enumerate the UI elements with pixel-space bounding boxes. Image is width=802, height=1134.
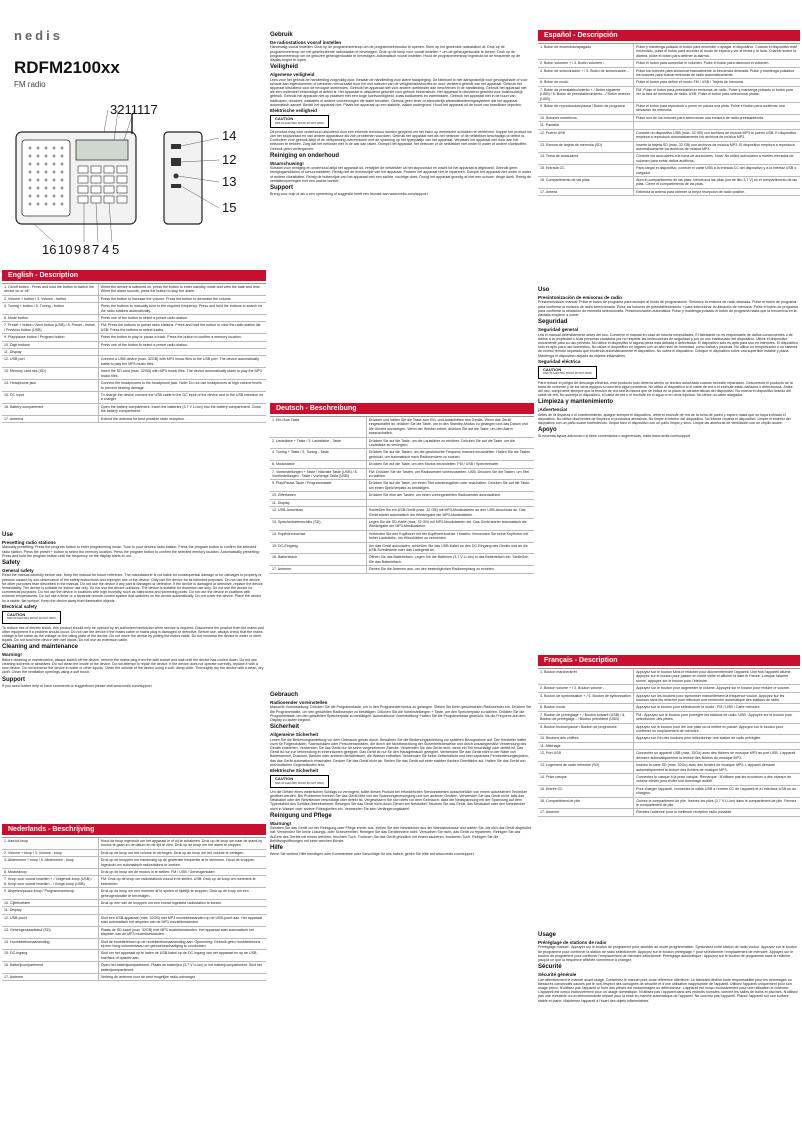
body-text: Dit product mag voor onderhoud uitsluitend door een erkende technicus worden geopend om het risico op elektrische schokken te verkleinen. Koppel het product los van het stopcontact en van andere apparatuur als zich problemen voordoen. Gebruik het apparaat niet als het netsnoer of de netstekker beschadigd of defect is. Controleer voor gebruik altijd of de netspanning overeenkomt met de spanning op het typeplaatje van het apparaat. Verplaats het apparaat niet door aan het netsnoer te trekken. Zorg dat het netsnoer niet in de war kan raken. Dompel het apparaat, het netsnoer of de netstekker niet onder in water of andere vloeistoffen. Gebruik geen verlengsnoer.: [270, 129, 532, 151]
table-row: 6. Bouton mode Appuyez sur le bouton pour sélectionner le mode : FM / USB / Carte mémoire.: [538, 704, 800, 711]
caution-label: CAUTION RISK OF ELECTRIC SHOCK DO NOT OPEN: [538, 366, 597, 378]
table-row: 9. Botón de reproducción/pausa / Botón de programa Pulse el botón para reproducir o poner en pausa una pista. Pulse el botón para confirmar una ubicación de memoria.: [538, 103, 800, 115]
caution-label: CAUTION RISK OF ELECTRIC SHOCK DO NOT OPEN: [2, 611, 61, 623]
callout-14: 14: [222, 128, 237, 143]
body-text: Manually presetting: Press the program button to enter programming mode. Tune to your desired radio station. Press the program button to confirm the selected radio station. Press the preset + button to select the memory location. Press the program button to confirm the selected memory location. Automatically presetting: Press and hold the program button until the frequency on the display starts to run.: [2, 545, 260, 558]
body-text: Para reducir el peligro de descarga eléctrica, este producto solo debería abrirlo un técnico autorizado cuando necesite reparación. Desconecte el producto de la toma de corriente y de los otros equipos si ocurriera algún problema. No utilice el dispositivo si el cable de red o el enchufe están dañados o defectuosos. Antes del uso, compruebe siempre que la tensión de red sea la misma que se indica en la placa de características del dispositivo. No mueva el dispositivo tirando del cable de red. No sumerja el dispositivo, el cable de red o el enchufe en el agua ni en otros líquidos. No utilice un cable alargador.: [538, 380, 793, 398]
deutsch-table: [270, 416, 534, 574]
table-row: 10. Ziffertasten Drücken Sie eine der Tasten, um einen voreingestellten Radiosender auszuwählen.: [270, 492, 534, 499]
table-row: 14. Hoofdtelefoonaansluiting Sluit de hoofdtelefoon op de hoofdtelefoonaansluiting aan. Opmerking: Gebruik geen hoofdtelefoons bij een hoog volumeniveau om gehoorbeschadiging te voorkomen.: [2, 939, 266, 951]
table-row: 2. Botón volumen + / 3. Botón volumen - Pulse el botón para aumentar el volumen. Pulse el botón para disminuir el volumen.: [538, 60, 800, 67]
body-text: Read the manual carefully before use. Keep the manual for future reference. The manufacturer is not liable for consequential damage or for damages to property or persons caused by non-observance of the safety instructions and improper use of the device. Only use the device for its intended purposes. Do not use the device for other purposes than described in the manual. Do not use the device if any part is damaged or defective. If the device is damaged or defective, replace the device immediately. The device is suitable for indoor use only. Do not use the device outdoors. The device is suitable for domestic use only. Do not use the device for commercial purposes. Do not use the device in locations with high humidity, such as bathrooms and swimming pools. Do not use the device in locations with extreme temperatures. Do not use a timer or a separate remote-control system that switches on the device automatically. Do not cover the device. Place the device on a stable, flat surface. Keep the device away from flammable objects.: [2, 573, 263, 603]
table-row: 6. Mode button Press one of the button to select a preset radio station.: [2, 315, 266, 322]
subsection-heading: Algemene veiligheid: [270, 72, 315, 78]
table-row: 17. Antenne Étendez l'antenne pour la meilleure réception radio possible.: [538, 809, 800, 816]
table-row: 6. Modustaste Drücken Sie auf die Taste, um den Modus einzustellen: FM / USB / Speicherkarte.: [270, 461, 534, 468]
table-row: 14. Toma de auriculares Conecte los auriculares a la toma de auriculares. Nota: No utilice auriculares a niveles elevados de volumen para evitar daños auditivos.: [538, 153, 800, 165]
table-row: 7. Botón de preestablecimiento + / Botón siguiente (USB) / 8. Botón de preestablecimiento - / Botón anterior (USB) FM: Pulse el botón para preestablecer emisoras de radio. Pulse y mantenga pulsado el botón para ver la lista de emisoras de radio. USB: Pulse el botón para seleccionar pistas.: [538, 87, 800, 103]
table-row: 4. Bouton de syntonisation + / 5. Bouton de syntonisation - Appuyez sur les boutons pour syntoniser manuellement la fréquence voulue. Appuyez sur les boutons sans les relâcher pour effectuer une recherche automatique des stations de radio.: [538, 693, 800, 705]
section-heading: Sicherheit: [270, 724, 300, 731]
body-text: Schalten Sie das Gerät vor der Reinigung oder Pflege immer aus, ziehen Sie den Netzstecker aus der Wandsteckdose und warten Sie, bis sich das Gerät abgekühlt hat. Verwenden Sie keine Lösungs- oder Scheuermittel. Reinigen Sie das Geräteinnere nicht. Versuchen Sie nicht, das Gerät zu reparieren. Reinigen Sie das Äußere des Geräts mit einem weichen, feuchten Tuch. Trocknen Sie das Gerät gründlich mit einem sauberen, trockenen Tuch. Reinigen Sie die Belüftungsöffnungen mit einer weichen Bürste.: [270, 826, 531, 843]
callout-15: 15: [222, 200, 237, 215]
table-row: 17. Antenna Extend the antenna for best possible radio reception.: [2, 416, 266, 423]
callout-7: 7: [92, 242, 100, 257]
table-row: 13. Geheugenkaartsleuf (SD) Plaats de SD-kaart (max. 32GB) met MP3 muziekbestanden. Het apparaat start automatisch het afspelen van de MP3 muziekbestanden.: [2, 927, 266, 939]
callout-13: 13: [222, 174, 237, 189]
body-text: Wenn Sie weitere Hilfe benötigen oder Kommentare oder Vorschläge für uns haben, gehen Sie bitte auf www.nedis.com/support: [270, 852, 474, 857]
table-row: 7. Knop voor vooraf instellen + / Volgende-knop (USB) / 8. Knop voor vooraf instellen - / Vorige-knop (USB) FM: Druk op de knop om radiostations vooraf in te stellen. USB: Druk op de knop om nummers te selecteren.: [2, 876, 266, 888]
section-heading: Cleaning and maintenance: [2, 644, 79, 651]
table-row: 15. DC input To charge the device connect the USB cable to the DC input of the device and to the USB interface on a charger.: [2, 392, 266, 404]
table-row: 12. USB port Connect a USB device (max. 32GB) with MP3 music files to the USB port. The device automatically starts to play the MP3 music files.: [2, 356, 266, 368]
body-text: Lire attentivement le manuel avant usage. Conservez le manuel pour toute référence ultérieure. Le fabricant décline toute responsabilité pour les dommages ou blessures consécutifs causés par le non-respect des consignes de sécurité et d'une utilisation inappropriée de l'appareil. Utilisez l'appareil uniquement pour son usage prévu. N'utilisez pas l'appareil si l'une des pièces est endommagée ou défectueuse. L'appareil est conçu exclusivement pour une utilisation en intérieur. L'appareil est conçu exclusivement pour un usage domestique. N'utilisez pas l'appareil dans des endroits humides, comme les salles de bains et piscines. N'utilisez pas une minuterie ou un télécommande séparé pour la mise en marche automatique de l'appareil. Ne couvrez pas l'appareil. Placez l'appareil sur une surface stable et plane. Maintenez l'appareil à l'écart des objets inflammables.: [538, 977, 798, 1003]
callout-16: 16: [42, 242, 57, 257]
section-heading: Use: [2, 532, 14, 538]
table-row: 15. DC-Eingang Um das Gerät aufzuladen, schließen Sie das USB-Kabel an den DC-Eingang des Geräts und an die USB-Schnittstelle oder das Ladegerät an.: [270, 543, 534, 555]
table-row: 11. Display: [2, 349, 266, 356]
table-row: 16. Compartiment de pile Ouvrez le compartiment de pile. Insérez les piles (3,7 V Li-ion) dans le compartiment de pile. Fermez le compartiment de pile.: [538, 798, 800, 810]
subsection-heading: Electrical safety: [2, 603, 37, 609]
table-row: 1. Ein-/Aus-Taste Drücken und halten Sie die Taste zum Ein- und Ausschalten des Geräts. Wenn das Gerät eingeschaltet ist, drücken Sie die Taste, um in den Standby-Modus zu gelangen und das Datum und die Uhrzeit anzuzeigen. Wenn der Wecker ertönt, drücken Sie auf die Taste, um den Alarm auszuschalten.: [270, 417, 534, 438]
callout-5: 5: [112, 242, 120, 257]
table-row: 15. Entrada CC Para cargar el dispositivo, conecte el cable USB a la entrada CC del dispositivo y a la interfaz USB o cargador.: [538, 165, 800, 177]
subsection-heading: Allgemeine Sicherheit: [270, 732, 318, 738]
body-text: Si necesita ayuda adicional o si tiene comentarios o sugerencias, visite www.nedis.com/support: [538, 434, 691, 439]
body-text: If you need further help or have comments or suggestions please visit www.nedis.com/support: [2, 683, 152, 688]
body-text: Lees voor het gebruik de handleiding zorgvuldig door. Bewaar de handleiding voor latere raadpleging. De fabrikant is niet aansprakelijk voor gevolgschade of voor schade aan eigendommen of personen veroorzaakt door het niet naleven van de veiligheidsinstructies en door verkeerd gebruik van het apparaat. Gebruik het apparaat uitsluitend voor de beoogde doeleinden. Gebruik het apparaat niet voor andere doeleinden dan beschreven in de handleiding. Gebruik het apparaat niet als een onderdeel beschadigd of defect is. Het apparaat is uitsluitend geschikt voor gebruik binnenshuis. Het apparaat is uitsluitend geschikt voor huishoudelijk gebruik. Gebruik het apparaat niet op plaatsen met een hoge luchtvochtigheid, zoals badkamers en zwembaden. Gebruik het apparaat niet in de buurt van badkuipen, douches, wastafels of andere voorzieningen die water bevatten. Gebruik geen timer of afzonderlijk afstandsbedieningssysteem dat het apparaat automatisch aanzet. Bedek het apparaat niet. Plaats het apparaat op een stabiele, vlakke ondergrond. Houd het apparaat uit de buurt van brandbare objecten.: [270, 77, 528, 107]
table-row: 16. Batterijcompartiment Open het batterijcompartiment. Plaats de batterijen (3.7 V Li-ion) in het batterijcompartiment. Sluit het batterijcompartiment.: [2, 962, 266, 974]
body-text: Before cleaning or maintenance, always switch off the device, remove the mains plug from the wall socket and wait until the device has cooled down. Do not use cleaning solvents or abrasives. Do not clean the inside of the device. Do not attempt to repair the device. If the device does not operate correctly, replace it with a new device. Do not immerse the device in water or other liquids. Clean the outside of the device using a soft, damp cloth. Thoroughly dry the device with a clean, dry cloth. Clean the ventilation openings using a soft brush.: [2, 657, 264, 675]
callout-4: 4: [102, 242, 110, 257]
section-heading: Seguridad: [538, 319, 568, 326]
subsection-heading: Warnung!: [270, 820, 292, 826]
subsection-heading: Sécurité générale: [538, 972, 577, 978]
section-heading: Safety: [2, 560, 21, 567]
espanol-header: Español - Descripción: [538, 30, 800, 41]
table-row: 13. Logement de carte mémoire (SD) Insérez la carte SD (max. 32Go) avec des fichiers de musique MP3. L'appareil démarre automatiquement la lecture des fichiers de musique MP3.: [538, 762, 800, 774]
francais-use-block: [538, 930, 798, 1003]
section-heading: Uso: [538, 287, 550, 293]
body-text: Um die Gefahr eines elektrischen Schlags zu verringern, sollte dieses Produkt bei erforderlichen Servicearbeiten ausschließlich von einem autorisierten Techniker geöffnet werden. Bei Problemen trennen Sie das Gerät bitte von der Spannungsversorgung und von anderen Geräten. Verwenden Sie das Gerät nicht, falls das Netzkabel oder der Netzstecker beschädigt oder defekt ist. Vergewissern Sie sich stets vor dem Gebrauch, dass die Netzspannung mit der Spannung auf dem Typenschild des Gerätes übereinstimmt. Bewegen Sie das Gerät nicht durch Ziehen am Netzkabel. Tauchen Sie das Gerät, das Netzkabel oder den Netzstecker nicht in Wasser oder andere Flüssigkeiten ein. Verwenden Sie kein Verlängerungskabel.: [270, 789, 528, 811]
table-row: 10. Cijfertoetsen Druk op een van de knoppen om een vooraf ingesteld radiostation te kiezen.: [2, 900, 266, 907]
table-row: 2. Volume + button / 3. Volume - button Press the button to increase the volume. Press the button to decrease the volume.: [2, 296, 266, 303]
callout-top: 3211117: [110, 102, 158, 117]
section-heading: Apoyo: [538, 427, 557, 434]
espanol-use-block: [538, 285, 798, 439]
nedis-logo: nedis: [14, 28, 63, 43]
subsection-heading: Elektrische veiligheid: [270, 108, 317, 114]
device-illustration: [14, 102, 249, 260]
callout-8: 8: [83, 242, 91, 257]
gebrauch-block: [270, 690, 532, 856]
espanol-table: [538, 43, 800, 196]
body-text: Breng voor hulp of als u een opmerking of suggestie heeft een bezoek aan www.nedis.com/support: [270, 192, 428, 197]
subsection-heading: Presintonización de emisoras de radio: [538, 295, 622, 300]
section-heading: Reiniging en onderhoud: [270, 152, 339, 159]
table-row: 14. Kopfhörerbuchse Verbinden Sie den Kopfhörer mit der Kopfhörerbuchse. Hinweis: Verwenden Sie keine Kopfhörer mit hoher Lautstärke, um Hörschäden zu vermeiden.: [270, 531, 534, 543]
table-row: 2. Volume + knop / 3. Volume - knop Druk op de knop om het volume te verhogen. Druk op de knop om het volume te verlagen.: [2, 850, 266, 857]
subsection-heading: De radiostations vooraf instellen: [270, 40, 342, 45]
body-text: Antes de la limpieza o el mantenimiento, apague siempre el dispositivo, retire el enchufe de red de la toma de pared y espere hasta que se haya enfriado el dispositivo. No utilice disolventes de limpieza ni productos abrasivos. No limpie el interior del dispositivo. No intente reparar el dispositivo. Limpie el exterior del dispositivo con un paño suave humedecido. Seque bien el dispositivo con un paño limpio y seco. Limpie las aberturas de ventilación con un cepillo suave.: [538, 412, 791, 426]
page-title: RDFM2100xx: [14, 58, 120, 77]
table-row: 2. Bouton volume + / 3. Bouton volume - Appuyez sur le bouton pour augmenter le volume. Appuyez sur le bouton pour réduire le volume.: [538, 685, 800, 692]
table-row: 10. Boutons des chiffres Appuyez sur l'un des boutons pour sélectionner une station de radio préréglée.: [538, 735, 800, 742]
table-row: 4. Tuning + button / 5. Tuning - button Press the buttons to manually tune to the required frequency. Press and hold the buttons to search for the radio stations automatically.: [2, 303, 266, 315]
table-row: 11. Pantalla: [538, 122, 800, 129]
table-row: 16. Battery compartment Open the battery compartment. Insert the batteries (3.7 V Li-ion) into the battery compartment. Close the battery compartment.: [2, 404, 266, 416]
subsection-heading: Préréglage de stations de radio: [538, 940, 607, 945]
callout-9: 9: [74, 242, 82, 257]
table-row: 16. Batteriefach Öffnen Sie das Batteriefach. Legen Sie die Batterien (3,7 V Li-Ion) in das Batteriefach ein. Schließen Sie das Batteriefach.: [270, 554, 534, 566]
section-heading: Support: [2, 676, 25, 683]
table-row: 7. Voreinstellungen + Taste / Nächste Taste (USB) / 8. Voreinstellungen - Taste / Vorherige Taste (USB) FM: Drücken Sie die Tasten, um Radiosender voreinzustellen. USB: Drücken Sie die Tasten, um Titel zu wählen.: [270, 469, 534, 481]
deutsch-header: Deutsch - Beschreibung: [270, 403, 534, 414]
english-table: [2, 283, 266, 423]
section-heading: Usage: [538, 932, 557, 938]
table-row: 14. Prise casque Connectez le casque à la prise casque. Remarque : N'utilisez pas les écouteurs à des niveaux de volume élevés pour éviter tout dommage auditif.: [538, 774, 800, 786]
section-heading: Gebrauch: [270, 692, 299, 698]
subsection-heading: Radiosender voreinstellen: [270, 700, 328, 705]
caution-label: CAUTION RISK OF ELECTRIC SHOCK DO NOT OPEN: [270, 115, 329, 127]
caution-label: CAUTION RISK OF ELECTRIC SHOCK DO NOT OPEN: [270, 775, 329, 787]
gebruik-block: [270, 30, 532, 196]
table-row: 12. Puerto USB Conecte un dispositivo USB (máx. 32 GB) con archivos de música MP3 al puerto USB. El dispositivo empieza a reproducir automáticamente los archivos de música MP3.: [538, 130, 800, 142]
section-heading: Limpieza y mantenimiento: [538, 399, 614, 406]
section-heading: Gebruik: [270, 32, 293, 38]
table-row: 12. USB-poort Sluit een USB-apparaat (max. 32GB) met MP3 muziekbestanden op de USB-poort aan. Het apparaat start automatisch het afspelen van de MP3 muziekbestanden.: [2, 915, 266, 927]
body-text: Manuelle Voreinstellung: Drücken Sie die Programmtaste, um in den Programmiermodus zu gelangen. Stellen Sie Ihren gewünschten Radiosender ein. Drücken Sie die Programmtaste, um den gewählten Radiosender zu bestätigen. Drücken Sie die Voreinstellungen + Taste, um den Speicherplatz zu wählen. Drücken Sie die Programmtaste, um den gewählten Speicherplatz zu bestätigen. Automatische Voreinstellung: Halten Sie die Programmtaste gedrückt, bis die Frequenz auf dem Display zu laufen beginnt.: [270, 705, 532, 723]
table-row: 17. Antenne Ziehen Sie die Antenne aus, um den bestmöglichen Radioempfang zu erzielen.: [270, 566, 534, 573]
callout-12: 12: [222, 152, 237, 167]
table-row: 6. Botón de modo Pulse el botón para definir el modo: FM / USB / Tarjeta de memoria.: [538, 79, 800, 86]
table-row: 12. USB-Anschluss Schließen Sie ein USB-Gerät (max. 32 GB) mit MP3-Musikdateien an den USB-Anschluss an. Das Gerät startet automatisch die Wiedergabe der MP3-Musikdateien.: [270, 507, 534, 519]
subsection-heading: Presetting radio stations: [2, 540, 56, 545]
body-text: Lesen Sie die Bedienungsanleitung vor dem Gebrauch genau durch. Bewahren Sie die Bedienungsanleitung zur späteren Bezugnahme auf. Der Hersteller haftet nicht für Folgeschäden, Sachschäden oder Personenschäden, die durch die Nichtbeachtung der Sicherheitshinweise und durch unsachgemäße Verwendung des Geräts entstehen. Verwenden Sie das Gerät nur für seine vorgesehenen Zwecke. Verwenden Sie das Gerät nicht, wenn ein Teil beschädigt oder defekt ist. Das Gerät ist nur zur Verwendung in Innenräumen geeignet. Das Gerät ist nur für den Hausgebrauch geeignet. Verwenden Sie das Gerät nicht in der Nähe von Badewannen, Duschen, Becken oder anderen Behältnissen, die Wasser enthalten. Verwenden Sie keine Zeitschaltuhr und kein separates Fernbedienungssystem, das das Gerät automatisch einschaltet. Decken Sie das Gerät nicht ab. Stellen Sie das Gerät auf einer stabilen flachen Oberfläche auf. Halten Sie das Gerät von entzündlichen Gegenständen fern.: [270, 737, 529, 767]
callout-10: 10: [58, 242, 73, 257]
table-row: 9. Bouton lecture/pause / Bouton de programme Appuyez sur le bouton pour lire une piste ou la mettre en pause. Appuyez sur le bouton pour confirmer un emplacement de mémoire.: [538, 724, 800, 736]
table-row: 12. Port USB Connectez un appareil USB (max. 32Go) avec des fichiers de musique MP3 au port USB. L'appareil démarre automatiquement la lecture des fichiers de musique MP3.: [538, 750, 800, 762]
table-row: 9. Play/Pause-Taste / Programmtaste Drücken Sie auf die Taste, um einen Titel wiederzugeben oder anzuhalten. Drücken Sie auf die Taste, um einen Speicherplatz zu bestätigen.: [270, 480, 534, 492]
table-row: 7. Preset + button / Next button (USB) / 8. Preset - button / Previous button (USB) FM: Press the buttons to preset radio stations. Press and hold the button to view the radio station list. USB: Press the buttons to select tracks.: [2, 322, 266, 334]
section-heading: Hilfe: [270, 845, 284, 852]
nederlands-header: Nederlands - Beschrijving: [2, 824, 266, 835]
table-row: 10. Botones numéricos Pulse uno de los botones para seleccionar una emisora de radio preestablecida.: [538, 115, 800, 122]
body-text: Handmatig vooraf instellen: Druk op de programmeerknop om de programmeermodus te openen. Stem op het gewenste radiostation af. Druk op de programmeerknop om het geselecteerde radiostation te bevestigen. Druk op de knop voor vooraf instellen + om de geheugenlocatie te kiezen. Druk op de programmeerknop om de gekozen geheugenlocatie te bevestigen. Automatisch vooraf instellen: Houd de programmeerknop ingedrukt tot de frequentie op de display begint te lopen.: [270, 45, 521, 63]
subsection-heading: Waarschuwing!: [270, 160, 304, 166]
subsection-heading: Warning!: [2, 652, 22, 658]
table-row: 1. Aan/uit-knop Houd de knop ingedrukt om het apparaat in of uit te schakelen. Druk op de knop om naar de stand-by modus te gaan en de datum en de tijd te zien. Druk op de knop om het alarm te stoppen.: [2, 838, 266, 850]
table-row: 7. Bouton de préréglage + / Bouton suivant (USB) / 8. Bouton de préréglage - / Bouton précédent (USB) FM : Appuyez sur le bouton pour prérégler les stations de radio. USB : Appuyez sur le bouton pour sélectionner des pistes.: [538, 712, 800, 724]
body-text: To reduce risk of electric shock, this product should only be opened by an authorized technician when service is required. Disconnect the product from the mains and other equipment if a problem should occur. Do not use the device if the mains cable or mains plug is damaged or defective. Before use, always check that the mains voltage is the same as the voltage on the rating plate of the device. Do not move the device by pulling the mains cable. Do not immerse the device in water or other liquids. Do not touch the device with wet hands. Do not use an extension cable.: [2, 625, 264, 643]
table-row: 17. Antenne Verleng de antenne voor de best mogelijke radio-ontvangst.: [2, 974, 266, 981]
english-use-block: [2, 530, 264, 688]
body-text: Préréglage manuel : Appuyez sur le bouton de programme pour accéder au mode programmation. Syntonisez votre station de radio voulue. Appuyez sur le bouton de programme pour confirmer la station de radio sélectionnée. Appuyez sur le bouton préréglage + pour sélectionner l'emplacement de mémoire. Appuyez sur le bouton de programme pour confirmer l'emplacement de mémoire sélectionné. Préréglage automatique : Appuyez sur le bouton de programme sans le relâcher jusqu'à ce que la fréquence affichée commence à changer.: [538, 945, 797, 963]
subsection-heading: General safety: [2, 568, 34, 574]
francais-header: Français - Description: [538, 655, 800, 666]
table-row: 1. Bouton marche/arrêt Appuyez sur le bouton sans le relâcher pour allumer/éteindre l'appareil. Une fois l'appareil allumé, appuyez sur le bouton pour passer en mode veille et afficher la date et l'heure. Lorsque l'alarme sonne, appuyez sur le bouton pour l'éteindre.: [538, 669, 800, 685]
table-row: 9. Play/pause button / Program button Press the button to play or pause a track. Press the button to confirm a memory location.: [2, 334, 266, 341]
table-row: 6. Modusknop Druk op de knop om de modus in te stellen: FM / USB / Geheugenkaart.: [2, 869, 266, 876]
table-row: 4. Afstemmen + knop / 5. Afstemmen - knop Druk op de knoppen om handmatig op de gewenste frequentie af te stemmen. Houd de knoppen ingedrukt om automatisch radiostations te zoeken.: [2, 857, 266, 869]
section-heading: Reinigung und Pflege: [270, 812, 332, 819]
page-subtitle: FM radio: [14, 80, 46, 89]
section-heading: Support: [270, 185, 293, 192]
table-row: 13. Ranura de tarjeta de memoria (SD) Inserte la tarjeta SD (máx. 32 GB) con archivos de música MP3. El dispositivo empieza a reproducir automáticamente los archivos de música MP3.: [538, 142, 800, 154]
table-row: 17. Antena Extienda la antena para obtener la mejor recepción de radio posible.: [538, 189, 800, 196]
table-row: 2. Lautstärke + Taste / 3. Lautstärke - Taste Drücken Sie auf die Taste, um die Lautstärke zu erhöhen. Drücken Sie auf die Taste, um die Lautstärke zu verringern.: [270, 438, 534, 450]
table-row: 1. Botón de encendido/apagado Pulse y mantenga pulsado el botón para encender o apagar el dispositivo. Cuando el dispositivo esté encendido, pulse el botón para acceder al modo de espera y ver la fecha y la hora. Cuando suene la alarma, pulse el botón para detener la alarma.: [538, 44, 800, 60]
table-row: 15. DC-ingang Sluit om het apparaat op te laden de USB-kabel op de DC-ingang van het apparaat en op de USB-interface of oplader aan.: [2, 950, 266, 962]
table-row: 15. Entrée CC Pour charger l'appareil, connectez le câble USB à l'entrée CC de l'appareil et à l'interface USB ou au chargeur.: [538, 786, 800, 798]
english-header: English - Description: [2, 270, 266, 281]
table-row: 1. On/off button - Press and hold the button to switch the device on or off. When the device is switched on, press the button to enter standby mode and view the date and time. When the alarm sounds, press the button to stop the alarm.: [2, 284, 266, 296]
body-text: Presintonización manual: Pulse el botón de programa para acceder al modo de programación. Sintonice la emisora de radio deseada. Pulse el botón de programa para confirmar la emisora de radio seleccionada. Pulse los botones de preestablecimiento + para seleccionar la ubicación de memoria. Pulse el botón de programa para confirmar la ubicación de memoria seleccionada. Presintonización automática: Pulse y mantenga pulsado el botón de programa hasta que la frecuencia en la pantalla empiece a correr.: [538, 300, 798, 318]
table-row: 10. Digit buttons Press one of the button to select a preset radio station.: [2, 342, 266, 349]
table-row: 13. Speicherkartenschlitz (SD) Legen Sie die SD-Karte (max. 32 GB) mit MP3-Musikdateien ein. Das Gerät startet automatisch die Wiedergabe der MP3-Musikdateien.: [270, 519, 534, 531]
section-heading: Sécurité: [538, 964, 562, 971]
subsection-heading: Elektrische Sicherheit: [270, 768, 319, 774]
nederlands-table: [2, 837, 266, 981]
subsection-heading: Seguridad eléctrica: [538, 358, 581, 364]
table-row: 14. Headphone jack Connect the headphones to the headphone jack. Note: Do not use headphones at high volume levels to prevent hearing damage.: [2, 380, 266, 392]
section-heading: Veiligheid: [270, 64, 299, 71]
radio-icon: [14, 110, 249, 260]
table-row: 11. Affichage: [538, 743, 800, 750]
table-row: 11. Display: [2, 907, 266, 914]
table-row: 9. Afspelen/pauze-knop / Programmeerknop Druk op de knop om een nummer af te spelen of tijdelijk te stoppen. Druk op de knop om een geheugenlocatie te bevestigen.: [2, 888, 266, 900]
body-text: Schakel voor reiniging en onderhoud altijd het apparaat uit, verwijder de netstekker uit het stopcontact en wacht tot het apparaat is afgekoeld. Gebruik geen reinigingsmiddelen of schuurmiddelen. Reinig niet de binnenzijde van het apparaat. Probeer het apparaat niet te repareren. Dompel het apparaat niet onder in water of andere vloeistoffen. Reinig de buitenzijde van het apparaat met een zachte, vochtige doek. Droog het apparaat grondig af met een schone, droge doek. Reinig de ventilatieopeningen met een zachte borstel.: [270, 166, 532, 183]
table-row: 11. Display: [270, 500, 534, 507]
body-text: Lea el manual detenidamente antes del uso. Conserve el manual en caso de futuras necesidades. El fabricante no es responsable de daños consecuentes o de daños a la propiedad o a las personas causados por no respetar las instrucciones de seguridad y por un uso inadecuado del dispositivo. Utilice el dispositivo únicamente para su uso previsto. No utilice el dispositivo si alguna pieza está dañada o defectuosa. El dispositivo sólo es apto para uso en interiores. El dispositivo sólo es apto para uso doméstico. No utilice el dispositivo en lugares con un alto nivel de humedad, como baños y piscinas. No utilice un temporizador o un sistema de control remoto separado que encienda automáticamente el dispositivo. No cubra el dispositivo. Coloque el dispositivo sobre una superficie estable y plana. Mantenga el dispositivo alejado de objetos inflamables.: [538, 332, 798, 358]
subsection-heading: ¡Advertencia!: [538, 407, 568, 413]
table-row: 4. Tuning + Taste / 5. Tuning - Taste Drücken Sie auf die Tasten, um die gewünschte Frequenz manuell einzustellen. Halten Sie die Tasten gedrückt, um automatisch nach Radiosendern zu suchen.: [270, 449, 534, 461]
francais-table: [538, 668, 800, 817]
subsection-heading: Seguridad general: [538, 327, 579, 333]
table-row: 16. Compartimento de las pilas Abra el compartimento de las pilas. Introduzca las pilas (ion de litio 3,7 V) en el compartimento de las pilas. Cierre el compartimento de las pilas.: [538, 177, 800, 189]
table-row: 13. Memory card slot (SD) Insert the SD card (max. 32GB) with MP3 music files. The device automatically starts to play the MP3 music files.: [2, 368, 266, 380]
table-row: 4. Botón de sintonización + / 5. Botón de sintonización - Pulse los botones para sintonizar manualmente la frecuencia deseada. Pulse y mantenga pulsados los botones para buscar emisoras de radio automáticamente.: [538, 68, 800, 80]
